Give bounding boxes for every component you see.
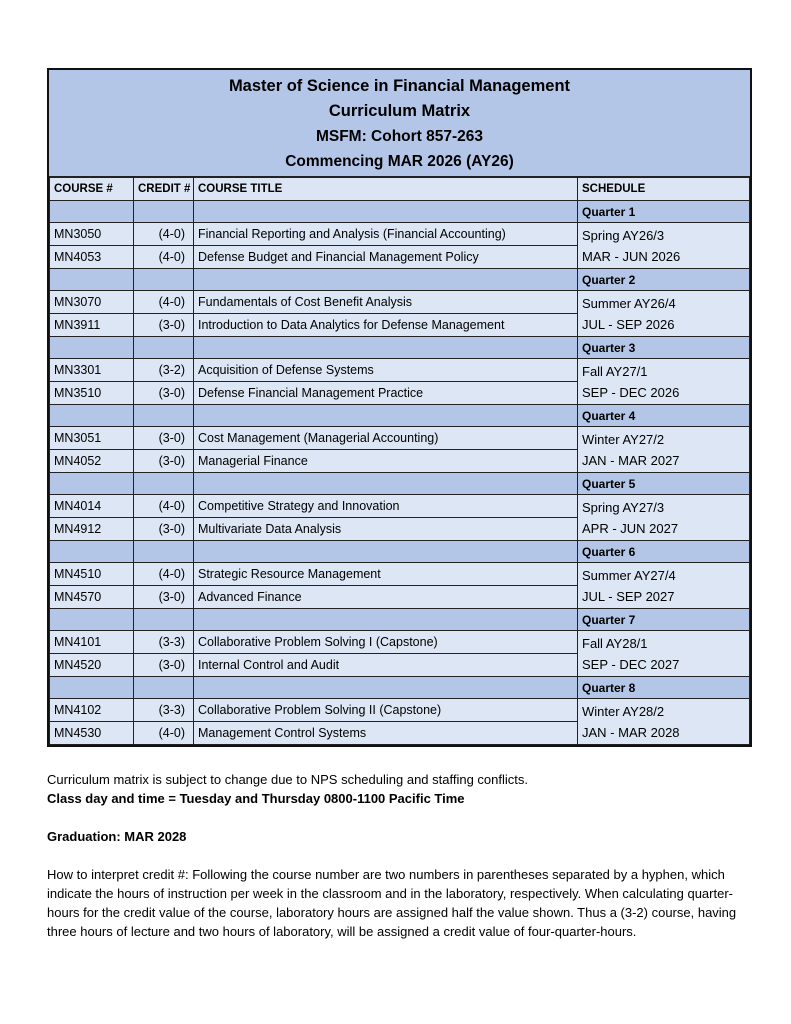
schedule-cell bbox=[578, 495, 750, 541]
quarter-header-row bbox=[50, 609, 750, 631]
course-row bbox=[50, 563, 750, 586]
credit-explanation-text: How to interpret credit #: Following the course number are two numbers in parentheses separated by a hyphen, which indicate the hours of instruction per week in the classroom and in the laboratory, respectively. When calculating quarter-hours for the credit value of the course, laboratory hours are assigned half the value shown. Thus a (3-2) course, having three hours of lecture and two hours of laboratory, will be assigned a credit value of four-quarter-hours. bbox=[47, 867, 737, 939]
header-credit: CREDIT # bbox=[134, 178, 194, 201]
schedule-dates: JUL - SEP 2027 bbox=[582, 589, 675, 604]
empty-cell bbox=[134, 269, 194, 291]
empty-cell bbox=[134, 609, 194, 631]
course-number: MN4510 bbox=[50, 563, 134, 586]
quarter-header-row bbox=[50, 473, 750, 495]
schedule-cell bbox=[578, 427, 750, 473]
schedule-term: Fall AY27/1 bbox=[582, 364, 648, 379]
schedule-cell bbox=[578, 359, 750, 405]
schedule-dates: APR - JUN 2027 bbox=[582, 521, 679, 536]
course-number: MN4052 bbox=[50, 450, 134, 473]
course-number: MN4014 bbox=[50, 495, 134, 518]
header-schedule: SCHEDULE bbox=[578, 178, 750, 201]
course-number: MN3301 bbox=[50, 359, 134, 382]
course-title: Financial Reporting and Analysis (Financial Accounting) bbox=[194, 223, 578, 246]
empty-cell bbox=[50, 677, 134, 699]
course-number: MN3070 bbox=[50, 291, 134, 314]
course-title: Collaborative Problem Solving I (Capstone) bbox=[194, 631, 578, 654]
course-credit: (4-0) bbox=[134, 223, 194, 246]
course-title: Defense Financial Management Practice bbox=[194, 382, 578, 405]
course-title: Acquisition of Defense Systems bbox=[194, 359, 578, 382]
course-title: Competitive Strategy and Innovation bbox=[194, 495, 578, 518]
quarter-label: Quarter 6 bbox=[578, 541, 750, 563]
schedule-cell bbox=[578, 699, 750, 745]
course-credit: (4-0) bbox=[134, 722, 194, 745]
quarter-header-row bbox=[50, 201, 750, 223]
schedule-cell bbox=[578, 631, 750, 677]
quarter-header-row bbox=[50, 337, 750, 359]
curriculum-table bbox=[49, 177, 750, 745]
course-number: MN3051 bbox=[50, 427, 134, 450]
course-title: Introduction to Data Analytics for Defense Management bbox=[194, 314, 578, 337]
empty-cell bbox=[50, 405, 134, 427]
notes bbox=[47, 770, 747, 941]
empty-cell bbox=[134, 405, 194, 427]
schedule-term: Summer AY27/4 bbox=[582, 568, 676, 583]
course-title: Defense Budget and Financial Management Policy bbox=[194, 246, 578, 269]
course-title: Advanced Finance bbox=[194, 586, 578, 609]
course-row bbox=[50, 699, 750, 722]
quarter-header-row bbox=[50, 269, 750, 291]
course-credit: (3-0) bbox=[134, 427, 194, 450]
schedule-term: Winter AY28/2 bbox=[582, 704, 665, 719]
program-title: Master of Science in Financial Management bbox=[228, 77, 571, 95]
empty-cell bbox=[194, 677, 578, 699]
empty-cell bbox=[134, 337, 194, 359]
course-credit: (3-0) bbox=[134, 450, 194, 473]
schedule-dates: JUL - SEP 2026 bbox=[582, 317, 675, 332]
course-credit: (3-0) bbox=[134, 654, 194, 677]
course-credit: (4-0) bbox=[134, 495, 194, 518]
schedule-cell bbox=[578, 291, 750, 337]
course-row bbox=[50, 631, 750, 654]
empty-cell bbox=[134, 541, 194, 563]
empty-cell bbox=[194, 473, 578, 495]
course-credit: (3-0) bbox=[134, 314, 194, 337]
course-credit: (4-0) bbox=[134, 563, 194, 586]
course-row bbox=[50, 223, 750, 246]
schedule-term: Winter AY27/2 bbox=[582, 432, 665, 447]
schedule-cell bbox=[578, 223, 750, 269]
quarter-header-row bbox=[50, 677, 750, 699]
header-title: COURSE TITLE bbox=[194, 178, 578, 201]
course-number: MN4053 bbox=[50, 246, 134, 269]
course-credit: (3-2) bbox=[134, 359, 194, 382]
schedule-dates: SEP - DEC 2027 bbox=[582, 657, 680, 672]
empty-cell bbox=[50, 541, 134, 563]
quarter-label: Quarter 1 bbox=[578, 201, 750, 223]
quarter-header-row bbox=[50, 541, 750, 563]
empty-cell bbox=[194, 269, 578, 291]
course-row bbox=[50, 359, 750, 382]
schedule-dates: SEP - DEC 2026 bbox=[582, 385, 680, 400]
quarter-label: Quarter 3 bbox=[578, 337, 750, 359]
course-title: Strategic Resource Management bbox=[194, 563, 578, 586]
empty-cell bbox=[50, 473, 134, 495]
course-title: Fundamentals of Cost Benefit Analysis bbox=[194, 291, 578, 314]
quarter-label: Quarter 8 bbox=[578, 677, 750, 699]
schedule-cell bbox=[578, 563, 750, 609]
schedule-dates: JAN - MAR 2028 bbox=[582, 725, 680, 740]
course-credit: (3-3) bbox=[134, 631, 194, 654]
schedule-dates: MAR - JUN 2026 bbox=[582, 249, 681, 264]
course-title: Multivariate Data Analysis bbox=[194, 518, 578, 541]
course-row bbox=[50, 291, 750, 314]
empty-cell bbox=[194, 201, 578, 223]
course-row bbox=[50, 427, 750, 450]
course-number: MN4912 bbox=[50, 518, 134, 541]
course-credit: (3-0) bbox=[134, 586, 194, 609]
quarter-label: Quarter 4 bbox=[578, 405, 750, 427]
matrix-title: Curriculum Matrix bbox=[328, 102, 471, 120]
course-title: Cost Management (Managerial Accounting) bbox=[194, 427, 578, 450]
empty-cell bbox=[194, 405, 578, 427]
disclaimer-text: Curriculum matrix is subject to change due to NPS scheduling and staffing conflicts. bbox=[47, 772, 528, 787]
header-row bbox=[50, 178, 750, 201]
course-number: MN3911 bbox=[50, 314, 134, 337]
empty-cell bbox=[50, 609, 134, 631]
schedule-term: Summer AY26/4 bbox=[582, 296, 676, 311]
course-number: MN3510 bbox=[50, 382, 134, 405]
course-number: MN4570 bbox=[50, 586, 134, 609]
course-credit: (3-0) bbox=[134, 518, 194, 541]
cohort-title: MSFM: Cohort 857-263 bbox=[315, 128, 484, 145]
empty-cell bbox=[50, 269, 134, 291]
schedule-term: Fall AY28/1 bbox=[582, 636, 648, 651]
quarter-label: Quarter 5 bbox=[578, 473, 750, 495]
course-title: Management Control Systems bbox=[194, 722, 578, 745]
course-credit: (4-0) bbox=[134, 246, 194, 269]
course-title: Collaborative Problem Solving II (Capstone) bbox=[194, 699, 578, 722]
course-credit: (3-0) bbox=[134, 382, 194, 405]
quarter-label: Quarter 2 bbox=[578, 269, 750, 291]
curriculum-matrix bbox=[47, 68, 752, 747]
empty-cell bbox=[194, 609, 578, 631]
empty-cell bbox=[134, 473, 194, 495]
schedule-term: Spring AY27/3 bbox=[582, 500, 665, 515]
course-number: MN4520 bbox=[50, 654, 134, 677]
empty-cell bbox=[194, 541, 578, 563]
class-time-text: Class day and time = Tuesday and Thursday 0800-1100 Pacific Time bbox=[47, 791, 465, 806]
empty-cell bbox=[134, 201, 194, 223]
course-number: MN4530 bbox=[50, 722, 134, 745]
course-number: MN4101 bbox=[50, 631, 134, 654]
schedule-dates: JAN - MAR 2027 bbox=[582, 453, 680, 468]
course-number: MN4102 bbox=[50, 699, 134, 722]
course-credit: (4-0) bbox=[134, 291, 194, 314]
quarter-header-row bbox=[50, 405, 750, 427]
course-number: MN3050 bbox=[50, 223, 134, 246]
course-row bbox=[50, 495, 750, 518]
title-block bbox=[49, 70, 750, 177]
empty-cell bbox=[194, 337, 578, 359]
course-credit: (3-3) bbox=[134, 699, 194, 722]
commencing-title: Commencing MAR 2026 (AY26) bbox=[285, 153, 514, 170]
quarter-label: Quarter 7 bbox=[578, 609, 750, 631]
empty-cell bbox=[50, 337, 134, 359]
graduation-text: Graduation: MAR 2028 bbox=[47, 829, 187, 844]
empty-cell bbox=[50, 201, 134, 223]
course-title: Managerial Finance bbox=[194, 450, 578, 473]
empty-cell bbox=[134, 677, 194, 699]
schedule-term: Spring AY26/3 bbox=[582, 228, 665, 243]
course-title: Internal Control and Audit bbox=[194, 654, 578, 677]
header-course: COURSE # bbox=[50, 178, 134, 201]
